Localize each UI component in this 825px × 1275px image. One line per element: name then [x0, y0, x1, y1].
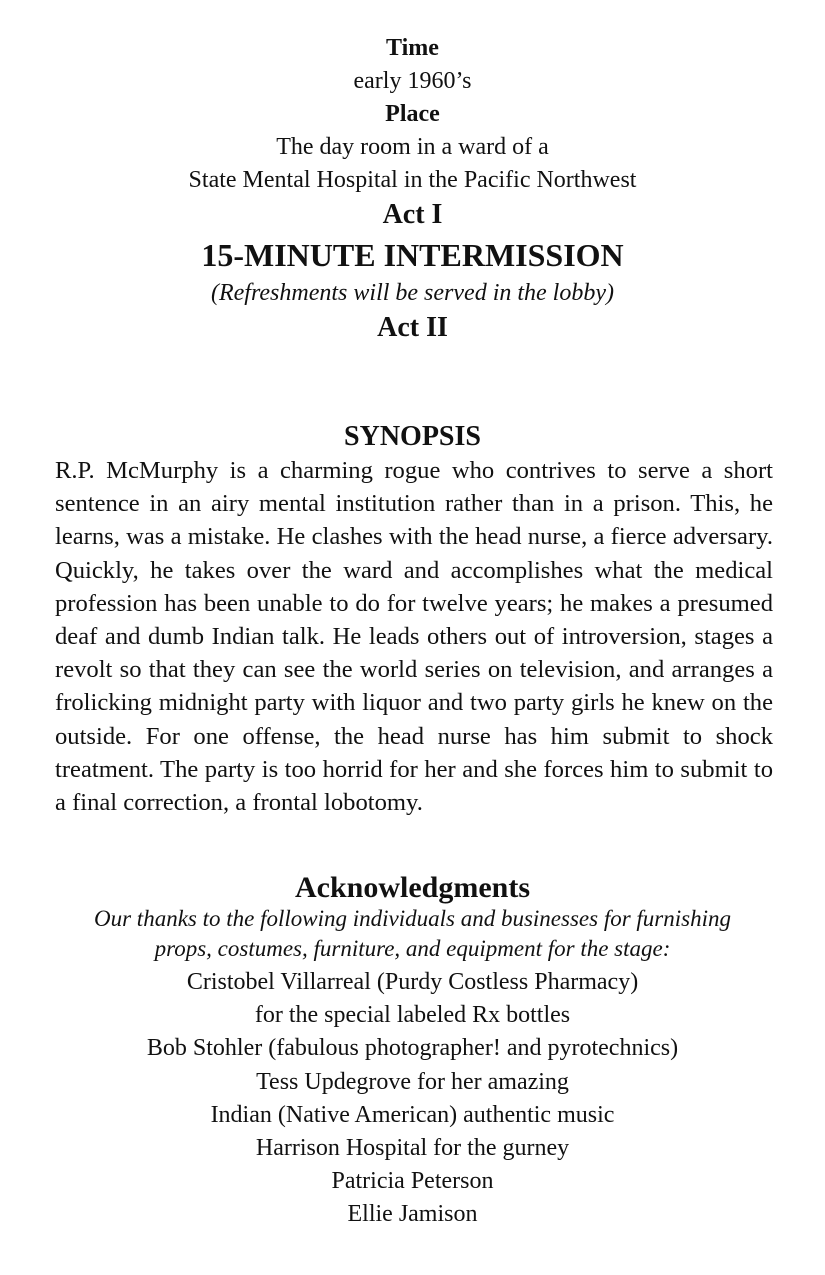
- acknowledgments-list: [0, 966, 825, 1232]
- place-label: Place: [385, 101, 440, 127]
- acknowledgment-line: Tess Updegrove for her amazing: [256, 1068, 569, 1095]
- time-value: early 1960’s: [353, 68, 472, 94]
- place-value-line2: State Mental Hospital in the Pacific Northwest: [188, 167, 637, 193]
- refreshments-note: (Refreshments will be served in the lobby): [210, 280, 614, 306]
- acknowledgment-line: for the special labeled Rx bottles: [254, 1002, 571, 1029]
- acknowledgment-line: Patricia Peterson: [331, 1168, 494, 1195]
- acknowledgment-line: Harrison Hospital for the gurney: [255, 1135, 570, 1162]
- acknowledgments-title: Acknowledgments: [294, 871, 530, 904]
- acknowledgment-line: Cristobel Villarreal (Purdy Costless Pharmacy): [186, 969, 639, 995]
- synopsis-title: SYNOPSIS: [344, 421, 481, 452]
- intermission-heading: 15-MINUTE INTERMISSION: [201, 237, 624, 273]
- act-two-heading: Act II: [377, 312, 448, 343]
- place-value-line1: The day room in a ward of a: [276, 134, 549, 160]
- time-label: Time: [386, 35, 439, 61]
- act-one-heading: Act I: [382, 199, 443, 230]
- acknowledgments-intro-line1: Our thanks to the following individuals and businesses for furnishing: [94, 906, 731, 931]
- acknowledgment-line: Ellie Jamison: [347, 1201, 478, 1228]
- acknowledgment-line: Indian (Native American) authentic music: [210, 1101, 615, 1128]
- acknowledgment-line: Bob Stohler (fabulous photographer! and pyrotechnics): [146, 1035, 679, 1062]
- synopsis-text: R.P. McMurphy is a charming rogue who contrives to serve a short sentence in an airy mental institution rather than in a prison. This, he learns, was a mistake. He clashes with the head nurse, a fierce adversary. Quickly, he takes over the ward and accomplishes what the medical profession has been unable to do for twelve years; he makes a presumed deaf and dumb Indian talk. He leads others out of introversion, stages a revolt so that they can see the world series on television, and arranges a frolicking midnight party with liquor and two party girls he knew on the outside. For one offense, the head nurse has him submit to shock treatment. The party is too horrid for her and she forces him to submit to a final correction, a frontal lobotomy.: [55, 457, 773, 817]
- production-details: [0, 32, 825, 346]
- acknowledgments-intro: [0, 904, 825, 964]
- acknowledgments-intro-line2: props, costumes, furniture, and equipment for the stage:: [154, 936, 671, 961]
